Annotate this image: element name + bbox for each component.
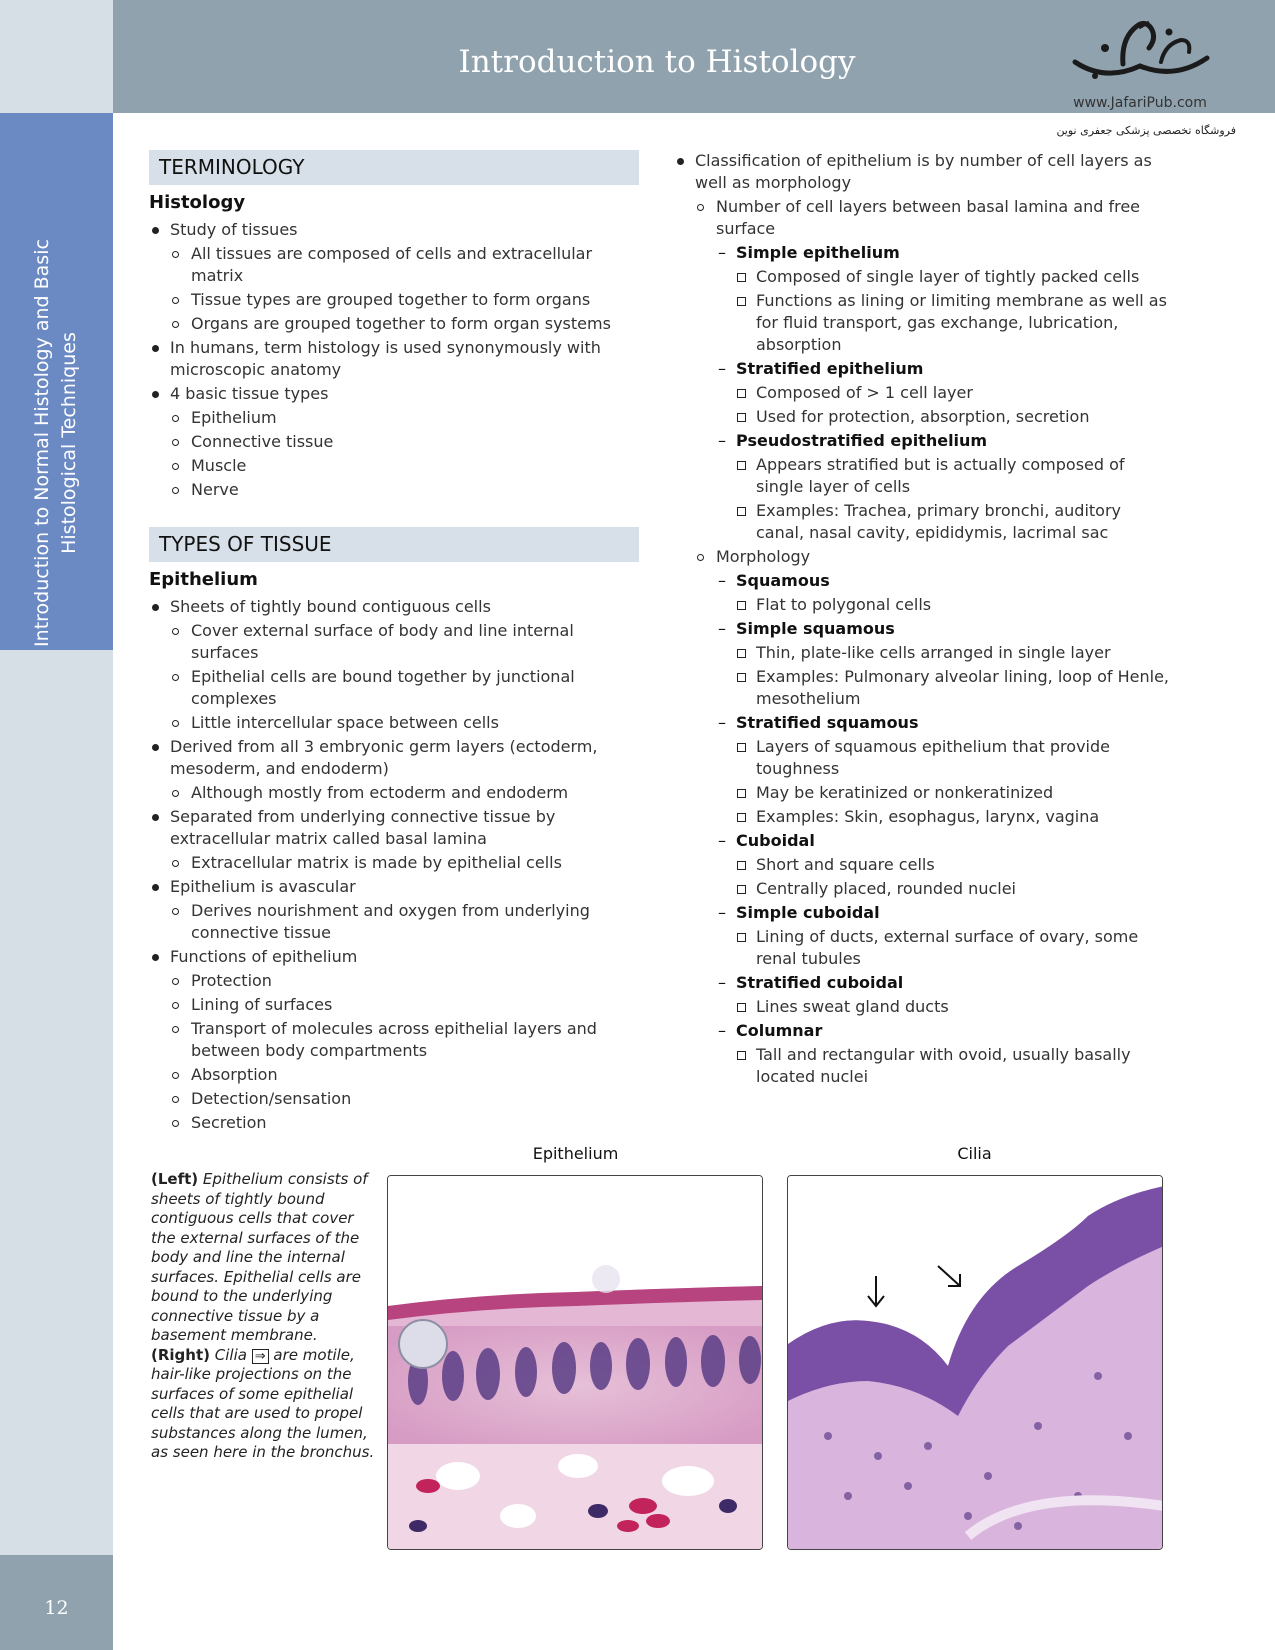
list-item-level-1: Separated from underlying connective tissue by extracellular matrix called basal lamina [149, 806, 639, 850]
figure-label-cilia: Cilia [957, 1144, 992, 1163]
list-item-level-3: – Simple epithelium [674, 242, 1169, 264]
cilia-micrograph [787, 1175, 1163, 1550]
list-item-level-4: Used for protection, absorption, secretion [674, 406, 1169, 428]
list-item-level-2: Detection/sensation [149, 1088, 639, 1110]
caption-right-text-2: are motile, hair-like projections on the surfaces of some epithelial cells that are used to propel substances along the lumen, as seen here in the bronchus. [151, 1345, 375, 1461]
list-item-level-2: Tissue types are grouped together to form organs [149, 289, 639, 311]
terminology-list [149, 219, 639, 501]
list-item-level-2: Connective tissue [149, 431, 639, 453]
list-item-level-3: – Stratified epithelium [674, 358, 1169, 380]
publisher-logo-icon [1065, 18, 1215, 86]
list-item-level-3: – Simple cuboidal [674, 902, 1169, 924]
figure-label-epithelium: Epithelium [532, 1144, 619, 1163]
list-item-level-3: – Pseudostratified epithelium [674, 430, 1169, 452]
caption-left-tag: (Left) [151, 1170, 199, 1188]
list-item-level-4: Thin, plate-like cells arranged in single layer [674, 642, 1169, 664]
list-item-level-1: Epithelium is avascular [149, 876, 639, 898]
list-item-level-4: Appears stratified but is actually composed of single layer of cells [674, 454, 1169, 498]
list-item-level-2: Although mostly from ectoderm and endoderm [149, 782, 639, 804]
list-item-level-2: Morphology [674, 546, 1169, 568]
list-item-level-2: Organs are grouped together to form organ systems [149, 313, 639, 335]
publisher-tagline: فروشگاه تخصصی پزشکی جعفری نوین [1056, 124, 1236, 137]
types-of-tissue-list [149, 596, 639, 1134]
list-item-level-2: Extracellular matrix is made by epithelial cells [149, 852, 639, 874]
list-item-level-4: Examples: Trachea, primary bronchi, auditory canal, nasal cavity, epididymis, lacrimal sac [674, 500, 1169, 544]
list-item-level-4: Composed of > 1 cell layer [674, 382, 1169, 404]
list-item-level-2: Nerve [149, 479, 639, 501]
classification-list [674, 150, 1169, 1088]
subheading-epithelium: Epithelium [149, 569, 258, 590]
page-number-box [0, 1555, 113, 1650]
list-item-level-1: In humans, term histology is used synonymously with microscopic anatomy [149, 337, 639, 381]
list-item-level-1: 4 basic tissue types [149, 383, 639, 405]
list-item-level-2: Number of cell layers between basal lamina and free surface [674, 196, 1169, 240]
list-item-level-4: Lining of ducts, external surface of ovary, some renal tubules [674, 926, 1169, 970]
list-item-level-1: Derived from all 3 embryonic germ layers (ectoderm, mesoderm, and endoderm) [149, 736, 639, 780]
list-item-level-4: May be keratinized or nonkeratinized [674, 782, 1169, 804]
list-item-level-2: All tissues are composed of cells and extracellular matrix [149, 243, 639, 287]
list-item-level-4: Centrally placed, rounded nuclei [674, 878, 1169, 900]
section-heading-types-of-tissue: TYPES OF TISSUE [149, 527, 639, 562]
page-header [113, 0, 1275, 113]
list-item-level-1: Sheets of tightly bound contiguous cells [149, 596, 639, 618]
caption-left-text: Epithelium consists of sheets of tightly bound contiguous cells that cover the external surfaces of the body and line the internal surfaces. Epithelial cells are bound to the underlying connective tissue by a basement membrane. [151, 1170, 368, 1344]
list-item-level-4: Layers of squamous epithelium that provide toughness [674, 736, 1169, 780]
list-item-level-2: Derives nourishment and oxygen from underlying connective tissue [149, 900, 639, 944]
list-item-level-1: Functions of epithelium [149, 946, 639, 968]
list-item-level-2: Epithelial cells are bound together by junctional complexes [149, 666, 639, 710]
sidebar-chapter-tab [0, 113, 113, 650]
list-item-level-2: Protection [149, 970, 639, 992]
right-column [674, 148, 1169, 1088]
list-item-level-2: Transport of molecules across epithelial layers and between body compartments [149, 1018, 639, 1062]
arrow-icon: ⇒ [252, 1349, 269, 1364]
list-item-level-4: Functions as lining or limiting membrane as well as for fluid transport, gas exchange, lubrication, absorption [674, 290, 1169, 356]
list-item-level-2: Absorption [149, 1064, 639, 1086]
list-item-level-3: – Columnar [674, 1020, 1169, 1042]
list-item-level-2: Lining of surfaces [149, 994, 639, 1016]
list-item-level-3: – Simple squamous [674, 618, 1169, 640]
list-item-level-2: Cover external surface of body and line internal surfaces [149, 620, 639, 664]
section-heading-terminology: TERMINOLOGY [149, 150, 639, 185]
list-item-level-3: – Stratified squamous [674, 712, 1169, 734]
list-item-level-2: Epithelium [149, 407, 639, 429]
page-number: 12 [44, 1597, 69, 1619]
list-item-level-4: Examples: Skin, esophagus, larynx, vagina [674, 806, 1169, 828]
left-column [149, 150, 639, 1134]
list-item-level-2: Muscle [149, 455, 639, 477]
caption-right-tag: (Right) [151, 1345, 210, 1364]
epithelium-micrograph [387, 1175, 763, 1550]
list-item-level-4: Composed of single layer of tightly packed cells [674, 266, 1169, 288]
list-item-level-4: Examples: Pulmonary alveolar lining, loop of Henle, mesothelium [674, 666, 1169, 710]
list-item-level-4: Flat to polygonal cells [674, 594, 1169, 616]
list-item-level-3: – Squamous [674, 570, 1169, 592]
list-item-level-4: Lines sweat gland ducts [674, 996, 1169, 1018]
list-item-level-2: Little intercellular space between cells [149, 712, 639, 734]
subheading-histology: Histology [149, 192, 246, 213]
list-item-level-1: Classification of epithelium is by number of cell layers as well as morphology [674, 150, 1169, 194]
figure-caption [151, 1170, 381, 1463]
list-item-level-1: Study of tissues [149, 219, 639, 241]
list-item-level-4: Short and square cells [674, 854, 1169, 876]
page-title: Introduction to Histology [458, 44, 856, 80]
list-item-level-3: – Stratified cuboidal [674, 972, 1169, 994]
list-item-level-3: – Cuboidal [674, 830, 1169, 852]
caption-right-text-1: Cilia [214, 1345, 247, 1364]
list-item-level-2: Secretion [149, 1112, 639, 1134]
list-item-level-4: Tall and rectangular with ovoid, usually basally located nuclei [674, 1044, 1169, 1088]
sidebar-chapter-title: Introduction to Normal Histology and Basic Histological Techniques [31, 239, 80, 647]
publisher-url: www.JafariPub.com [1073, 95, 1207, 111]
